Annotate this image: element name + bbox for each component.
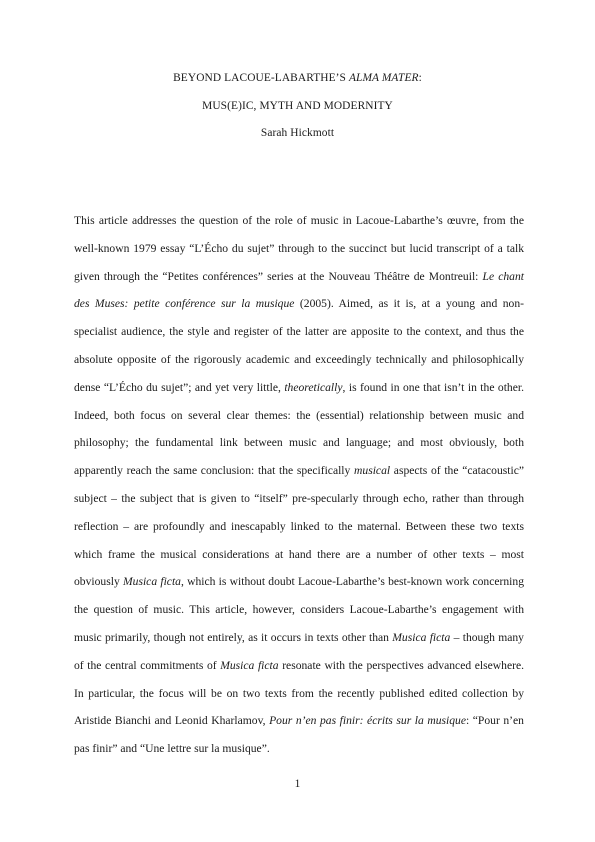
title-punctuation: : bbox=[418, 72, 422, 84]
italic-emphasis: theoretically bbox=[284, 380, 343, 394]
paragraph-text: aspects of the “catacoustic” subject – the subject that is given to “itself” pre-specularly through echo, rather than through reflection – are profoundly and inescapably linked to the maternal. Between these two texts which frame the musical considerations at hand there are a number of other texts – most obviously bbox=[74, 464, 524, 589]
paragraph-text: (2005). Aimed, as it is, at a young and non-specialist audience, the style and register of the latter are apposite to the context, and thus the absolute opposite of the rigorously academic and exceedingly technically and philosophically dense “L’Écho du sujet”; and yet very little, bbox=[74, 297, 524, 394]
italic-work-title: Le chant des Muses: petite conférence sur la musique bbox=[74, 269, 524, 311]
author-name: Sarah Hickmott bbox=[260, 127, 335, 139]
italic-emphasis: musical bbox=[354, 464, 391, 478]
article-title-line-1 bbox=[0, 72, 595, 84]
italic-work-title: Pour n’en pas finir: écrits sur la musique bbox=[269, 714, 466, 728]
page-number: 1 bbox=[294, 778, 301, 790]
italic-work-title: Musica ficta bbox=[392, 630, 451, 644]
paragraph-text: – though many of the central commitments of bbox=[74, 630, 524, 672]
paragraph-text: This article addresses the question of the role of music in Lacoue-Labarthe’s œuvre, from the well-known 1979 essay “L’Écho du sujet” through to the succinct but lucid transcript of a talk given through the “Petites conférences” series at the Nouveau Théâtre de Montreuil: bbox=[74, 214, 524, 283]
paragraph-text: resonate with the perspectives advanced elsewhere. In particular, the focus will be on two texts from the recently published edited collection by Aristide Bianchi and Leonid Kharlamov, bbox=[74, 658, 524, 728]
abstract-paragraph bbox=[74, 207, 524, 763]
paragraph-text: , is found in one that isn’t in the other. Indeed, both focus on several clear themes: the (essential) relationship between music and philosophy; the fundamental link between music and language; and most obviously, both apparently reach the same conclusion: that the specifically bbox=[74, 380, 524, 478]
italic-work-title: Musica ficta bbox=[220, 658, 279, 672]
paragraph-text: , which is without doubt Lacoue-Labarthe’s best-known work concerning the question of music. This article, however, considers Lacoue-Labarthe’s engagement with music primarily, though not entirely, as it occurs in texts other than bbox=[74, 575, 524, 644]
article-title-line-2: MUS(E)IC, MYTH AND MODERNITY bbox=[202, 100, 393, 112]
italic-work-title: Musica ficta bbox=[122, 575, 181, 589]
title-text: BEYOND LACOUE-LABARTHE’S bbox=[173, 72, 349, 84]
paragraph-text: : “Pour n’en pas finir” and “Une lettre sur la musique”. bbox=[74, 714, 524, 756]
title-italic-text: ALMA MATER bbox=[348, 72, 419, 84]
